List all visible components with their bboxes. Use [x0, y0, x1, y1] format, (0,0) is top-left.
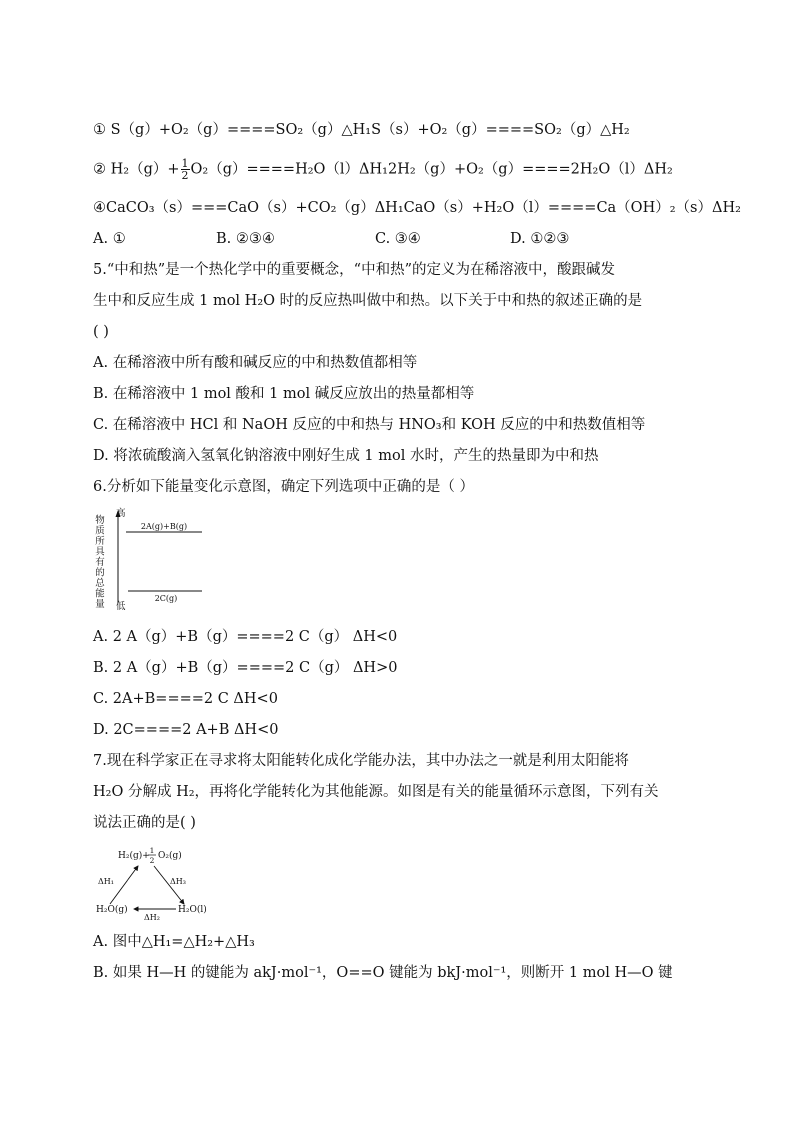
q4-option-a: A. ① [93, 231, 126, 247]
q4-option-c: C. ③④ [375, 231, 421, 247]
q5-option-c: C. 在稀溶液中 HCl 和 NaOH 反应的中和热与 HNO₃和 KOH 反应的中和热数值相等 [93, 417, 646, 433]
q4-equation-2 [93, 158, 673, 181]
q4-option-b: B. ②③④ [216, 231, 275, 247]
q5-option-b: B. 在稀溶液中 1 mol 酸和 1 mol 碱反应放出的热量都相等 [93, 386, 475, 402]
q4-equation-2-part-a: ② H₂（g）+ [93, 161, 180, 178]
q7-stem-line-2: H₂O 分解成 H₂，再将化学能转化为其他能源。如图是有关的能量循环示意图，下列有关 [93, 784, 659, 800]
q4-equation-4: ④CaCO₃（s）===CaO（s）+CO₂（g）ΔH₁CaO（s）+H₂O（l）====Ca（OH）₂（s）ΔH₂ [93, 200, 741, 216]
q4-equation-2-part-b: O₂（g）====H₂O（l）ΔH₁2H₂（g）+O₂（g）====2H₂O（l）ΔH₂ [190, 161, 673, 178]
axis-low-label: 低 [116, 601, 126, 612]
cycle-top-denominator: 2 [149, 856, 155, 865]
reactant-level-label: 2A(g)+B(g) [140, 522, 188, 531]
q5-stem-line-3: ( ) [93, 324, 109, 340]
q5-stem-line-2: 生中和反应生成 1 mol H₂O 时的反应热叫做中和热。以下关于中和热的叙述正确的是 [93, 293, 643, 309]
q5-stem-line-1: 5.“中和热”是一个热化学中的重要概念，“中和热”的定义为在稀溶液中，酸跟碱发 [93, 262, 615, 278]
label-dh1: ΔH₁ [98, 877, 114, 886]
label-dh3: ΔH₃ [170, 877, 186, 886]
arrow-dh1 [110, 866, 138, 904]
fraction-numerator: 1 [181, 157, 189, 170]
q7-option-b: B. 如果 H—H 的键能为 akJ·mol⁻¹，O==O 键能为 bkJ·mol⁻¹，则断开 1 mol H—O 键 [93, 965, 673, 981]
energy-axis-label [95, 514, 105, 610]
q6-option-c: C. 2A+B====2 C ΔH<0 [93, 691, 278, 707]
q7-option-a: A. 图中△H₁=△H₂+△H₃ [93, 934, 255, 950]
q5-option-a: A. 在稀溶液中所有酸和碱反应的中和热数值都相等 [93, 355, 418, 371]
energy-axis-label-text: 物质所具有的总能量 [95, 515, 105, 610]
q4-equation-1: ① S（g）+O₂（g）====SO₂（g）△H₁S（s）+O₂（g）====SO₂（g）△H₂ [93, 122, 630, 138]
cycle-top-numerator: 1 [149, 846, 155, 855]
cycle-top-species-a: H₂(g)+ [118, 851, 150, 861]
label-dh2: ΔH₂ [144, 913, 160, 922]
energy-cycle-diagram [92, 844, 222, 924]
q7-stem-line-3: 说法正确的是( ) [93, 815, 196, 831]
cycle-top-species-b: O₂(g) [158, 851, 182, 861]
cycle-left-species: H₂O(g) [96, 905, 128, 915]
cycle-right-species: H₂O(l) [178, 905, 207, 915]
energy-level-diagram [92, 505, 212, 615]
q6-option-a: A. 2 A（g）+B（g）====2 C（g） ΔH<0 [93, 629, 398, 645]
product-level-label: 2C(g) [154, 594, 178, 603]
axis-high-label: 高 [116, 508, 126, 519]
q4-option-d: D. ①②③ [510, 231, 570, 247]
q6-option-b: B. 2 A（g）+B（g）====2 C（g） ΔH>0 [93, 660, 398, 676]
one-half-fraction [181, 158, 190, 181]
q5-option-d: D. 将浓硫酸滴入氢氧化钠溶液中刚好生成 1 mol 水时，产生的热量即为中和热 [93, 448, 599, 464]
q6-stem: 6.分析如下能量变化示意图，确定下列选项中正确的是（ ） [93, 479, 474, 495]
q7-stem-line-1: 7.现在科学家正在寻求将太阳能转化成化学能办法，其中办法之一就是利用太阳能将 [93, 753, 629, 769]
q6-option-d: D. 2C====2 A+B ΔH<0 [93, 722, 279, 738]
fraction-denominator: 2 [181, 169, 189, 182]
